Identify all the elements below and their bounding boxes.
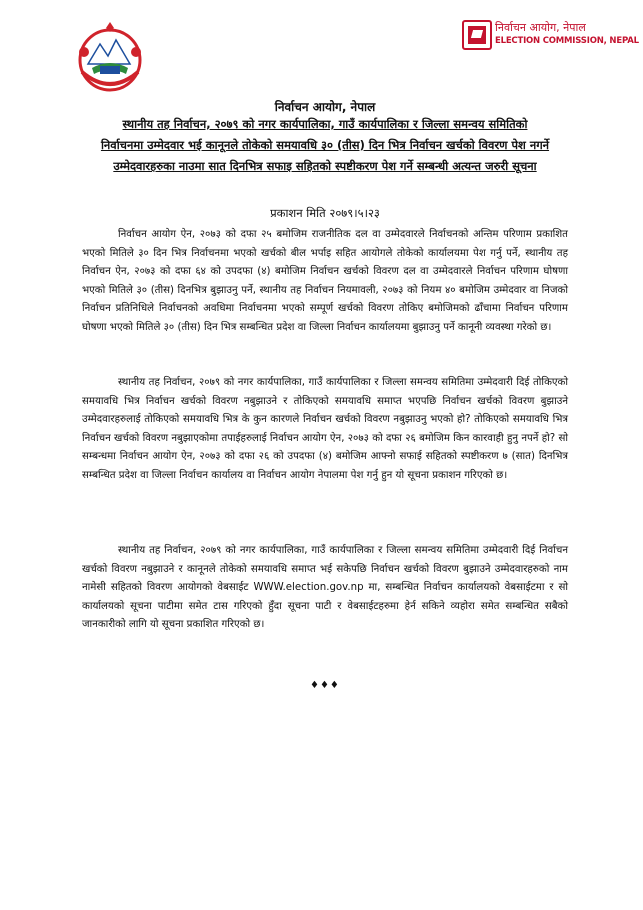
organization-heading: निर्वाचन आयोग, नेपाल bbox=[274, 100, 376, 114]
publication-date: प्रकाशन मिति २०७९।५।२३ bbox=[270, 206, 380, 220]
logo-text-english: ELECTION COMMISSION, NEPAL bbox=[495, 36, 639, 46]
paragraph-1-text: निर्वाचन आयोग ऐन, २०७३ को दफा २५ बमोजिम राजनीतिक दल वा उम्मेदवारले निर्वाचनको अन्तिम परिणाम प्रकाशित भएको मितिले ३० दिन भित्र निर्वाचनमा भएको खर्चको बील भर्पाइ सहित आयोगले तोकेको कार्यालयमा पेश गर्नु पर्ने, स्थानीय तह निर्वाचन ऐन, २०७३ को दफा ६४ को उपदफा (४) बमोजिम निर्वाचन खर्चको विवरण दल वा उम्मेदवारले निर्वाचन परिणाम घोषणा भएको मितिले ३० (तीस) दिनभित्र बुझाउनु पर्ने, स्थानीय तह निर्वाचन नियमावली, २०७३ को नियम ४० बमोजिम उम्मेदवार वा निजको निर्वाचन प्रतिनिधिले निर्वाचनको अवधिमा निर्वाचनमा भएको सम्पूर्ण खर्चको विवरण तोकिए बमोजिमको ढाँचामा निर्वाचन परिणाम घोषणा भएको मितिले ३० (तीस) दिन भित्र सम्बन्धित प्रदेश वा जिल्ला निर्वाचन कार्यालयमा बुझाउनु पर्ने कानूनी व्यवस्था गरेको छ। bbox=[82, 229, 568, 333]
paragraph-2 bbox=[82, 374, 568, 486]
end-mark: ♦♦♦ bbox=[310, 680, 340, 691]
paragraph-1 bbox=[82, 226, 568, 338]
notice-title: स्थानीय तह निर्वाचन, २०७९ को नगर कार्यपालिका, गाउँ कार्यपालिका र जिल्ला समन्वय समितिको निर्वाचनमा उम्मेदवार भई कानूनले तोकेको समयावधि ३० (तीस) दिन भित्र निर्वाचन खर्चको विवरण पेश नगर्ने उम्मेदवारहरुका नाउमा सात दिनभित्र सफाइ सहितको स्पष्टीकरण पेश गर्ने सम्बन्धी अत्यन्त जरुरी सूचना bbox=[100, 117, 550, 173]
ballot-box-icon bbox=[462, 20, 492, 50]
paragraph-2-text: स्थानीय तह निर्वाचन, २०७९ को नगर कार्यपालिका, गाउँ कार्यपालिका र जिल्ला समन्वय समितिमा उम्मेदवारी दिई तोकिएको समयावधि भित्र निर्वाचन खर्चको विवरण नबुझाउने र तोकिएको समयावधि समाप्त भएपछि निर्वाचन खर्चको विवरण बुझाउने उम्मेदवारहरुलाई तोकिएको समयावधि भित्र के कुन कारणले निर्वाचन खर्चको विवरण नबुझाउनु भएको हो? तोकिएको समयावधि भित्र निर्वाचन खर्चको विवरण नबुझाएकोमा तपाईहरुलाई निर्वाचन आयोग ऐन, २०७३ को दफा २६ बमोजिम किन कारवाही हुनु नपर्ने हो? सो सम्बन्धमा निर्वाचन आयोग ऐन, २०७३ को दफा २६ को उपदफा (४) बमोजिम आफ्नो सफाई सहितको स्पष्टीकरण ७ (सात) दिनभित्र सम्बन्धित प्रदेश वा जिल्ला निर्वाचन कार्यालय वा निर्वाचन आयोग नेपालमा पेश गर्नु हुन यो सूचना प्रकाशन गरिएको छ। bbox=[82, 377, 568, 481]
nepal-emblem-logo bbox=[70, 22, 150, 97]
logo-text-nepali: निर्वाचन आयोग, नेपाल bbox=[495, 21, 586, 34]
paragraph-3 bbox=[82, 542, 568, 635]
paragraph-3-text: स्थानीय तह निर्वाचन, २०७९ को नगर कार्यपालिका, गाउँ कार्यपालिका र जिल्ला समन्वय समितिमा उम्मेदवारी दिई निर्वाचन खर्चको विवरण नबुझाउने र कानूनले तोकेको समयावधि समाप्त भई सकेपछि निर्वाचन खर्चको विवरण बुझाउने उम्मेदवारहरुको नाम नामेसी सहितको विवरण आयोगको वेबसाईट WWW.election.gov.np मा, सम्बन्धित निर्वाचन कार्यालयको वेबसाईटमा र सो कार्यालयको सूचना पाटीमा समेत टास गरिएको हुँदा सूचना पाटी र वेबसाईटहरुमा हेर्न सकिने व्यहोरा समेत सम्बन्धित सबैको जानकारीको लागि यो सूचना प्रकाशित गरिएको छ। bbox=[82, 545, 568, 631]
election-commission-logo bbox=[462, 18, 639, 70]
